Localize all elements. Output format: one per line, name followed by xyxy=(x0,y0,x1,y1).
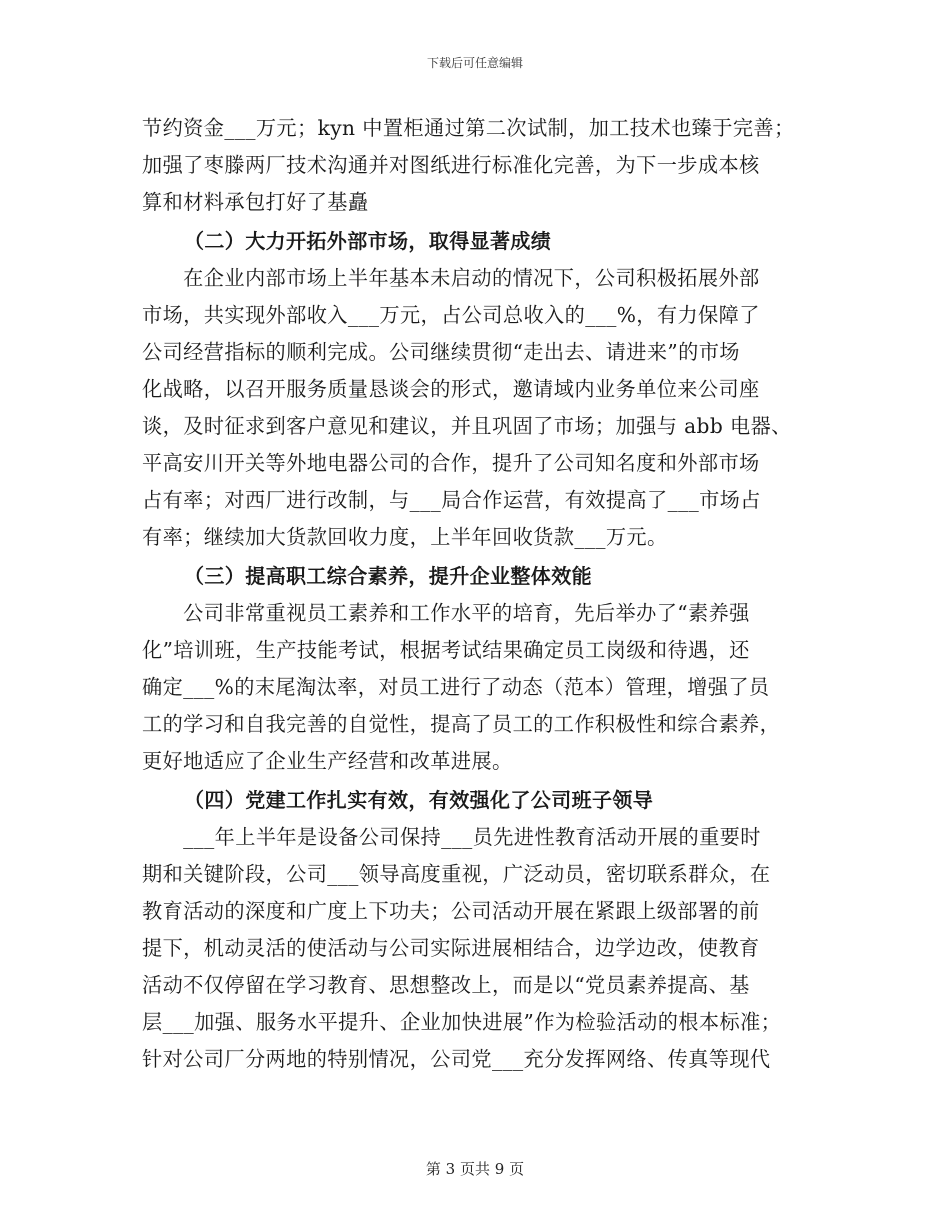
text-line: 市场，共实现外部收入___万元，占公司总收入的___%，有力保障了 xyxy=(142,303,760,327)
text-line: 算和材料承包打好了基矗 xyxy=(142,190,369,214)
text-line: 化”培训班，生产技能考试，根据考试结果确定员工岗级和待遇，还 xyxy=(142,638,750,662)
text-line: 针对公司厂分两地的特别情况，公司党___充分发挥网络、传真等现代 xyxy=(142,1047,771,1071)
text-line: 教育活动的深度和广度上下功夫；公司活动开展在紧跟上级部署的前 xyxy=(142,899,760,923)
text-line: 确定___%的末尾淘汰率，对员工进行了动态（范本）管理，增强了员 xyxy=(142,675,770,699)
text-line: 公司经营指标的顺利完成。公司继续贯彻“走出去、请进来”的市场 xyxy=(142,340,740,364)
section-heading-2: （二）大力开拓外部市场，取得显著成绩 xyxy=(184,229,552,253)
paragraph-2 xyxy=(142,260,814,556)
text-line: 更好地适应了企业生产经营和改革进展。 xyxy=(142,749,513,773)
text-line: 平高安川开关等外地电器公司的合作，提升了公司知名度和外部市场 xyxy=(142,451,760,475)
page-number: 第 3 页共 9 页 xyxy=(425,1160,525,1178)
text-line: 工的学习和自我完善的自觉性，提高了员工的工作积极性和综合素养， xyxy=(142,712,781,736)
paragraph-3 xyxy=(142,595,814,780)
text-line: 节约资金___万元；kyn 中置柜通过第二次试制，加工技术也臻于完善； xyxy=(142,116,795,140)
text-line: 提下，机动灵活的使活动与公司实际进展相结合，边学边改，使教育 xyxy=(142,936,760,960)
text-line: 公司非常重视员工素养和工作水平的培育，先后举办了“素养强 xyxy=(142,601,750,625)
paragraph-4 xyxy=(142,819,814,1078)
document-body xyxy=(142,110,814,1078)
text-line: 层___加强、服务水平提升、企业加快进展”作为检验活动的根本标准； xyxy=(142,1010,782,1034)
text-line: 在企业内部市场上半年基本未启动的情况下，公司积极拓展外部 xyxy=(142,266,760,290)
text-line: 谈，及时征求到客户意见和建议，并且巩固了市场；加强与 abb 电器、 xyxy=(142,414,792,438)
text-line: 化战略，以召开服务质量恳谈会的形式，邀请域内业务单位来公司座 xyxy=(142,377,760,401)
text-line: ___年上半年是设备公司保持___员先进性教育活动开展的重要时 xyxy=(142,825,761,849)
section-heading-3: （三）提高职工综合素养，提升企业整体效能 xyxy=(184,564,592,588)
text-line: 活动不仅停留在学习教育、思想整改上，而是以“党员素养提高、基 xyxy=(142,973,750,997)
text-line: 有率；继续加大货款回收力度，上半年回收货款___万元。 xyxy=(142,525,668,549)
text-line: 占有率；对西厂进行改制，与___局合作运营，有效提高了___市场占 xyxy=(142,488,761,512)
paragraph-1 xyxy=(142,110,814,221)
text-line: 加强了枣滕两厂技术沟通并对图纸进行标准化完善，为下一步成本核 xyxy=(142,153,760,177)
page-header-note: 下载后可任意编辑 xyxy=(426,56,523,70)
section-heading-4: （四）党建工作扎实有效，有效强化了公司班子领导 xyxy=(184,788,654,812)
text-line: 期和关键阶段，公司___领导高度重视，广泛动员，密切联系群众，在 xyxy=(142,862,771,886)
